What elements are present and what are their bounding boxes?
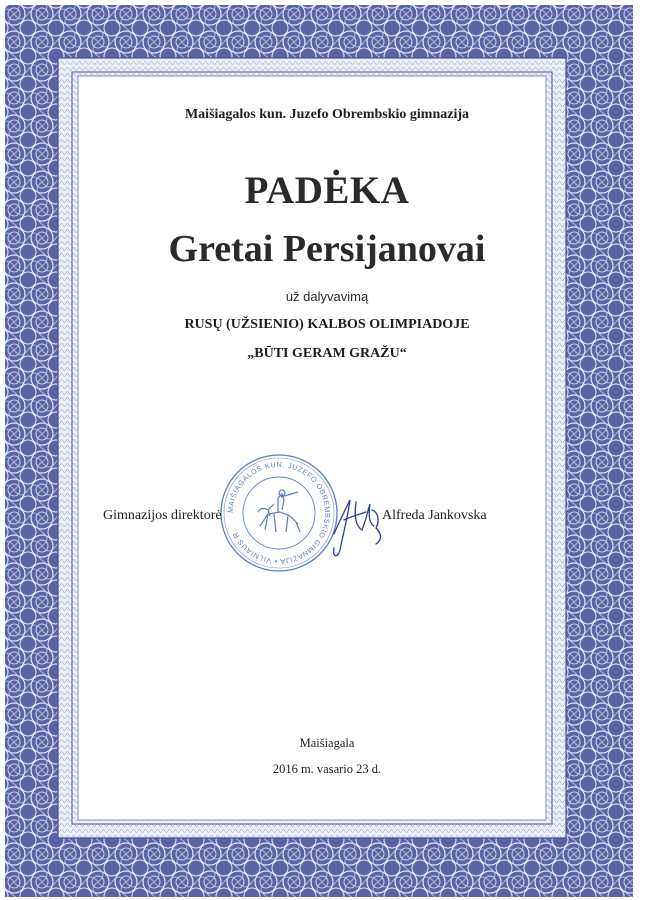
school-name: Maišiagalos kun. Juzefo Obrembskio gimnazija — [184, 107, 470, 122]
reason-text: už dalyvavimą — [285, 289, 369, 304]
signatory-name: Alfreda Jankovska — [382, 508, 487, 523]
issue-place: Maišiagala — [299, 736, 355, 750]
knight-emblem-icon — [258, 490, 300, 532]
director-signature — [326, 490, 388, 562]
stamp-text: MAIŠIAGALOS KUN. JUZEFO OBREMBSKIO GIMNAZIJA • VILNIAUS R. — [225, 459, 333, 567]
signatory-role: Gimnazijos direktorė — [103, 508, 222, 523]
issue-date: 2016 m. vasario 23 d. — [272, 762, 382, 776]
svg-text:MAIŠIAGALOS KUN. JUZEFO OBREMB — [226, 460, 332, 566]
recipient-name: Gretai Persijanovai — [168, 228, 486, 270]
school-stamp — [218, 452, 340, 574]
event-motto: „BŪTI GERAM GRAŽU“ — [247, 346, 407, 361]
page-title: PADĖKA — [244, 169, 410, 212]
event-title: RUSŲ (UŽSIENIO) KALBOS OLIMPIADOJE — [184, 317, 470, 332]
